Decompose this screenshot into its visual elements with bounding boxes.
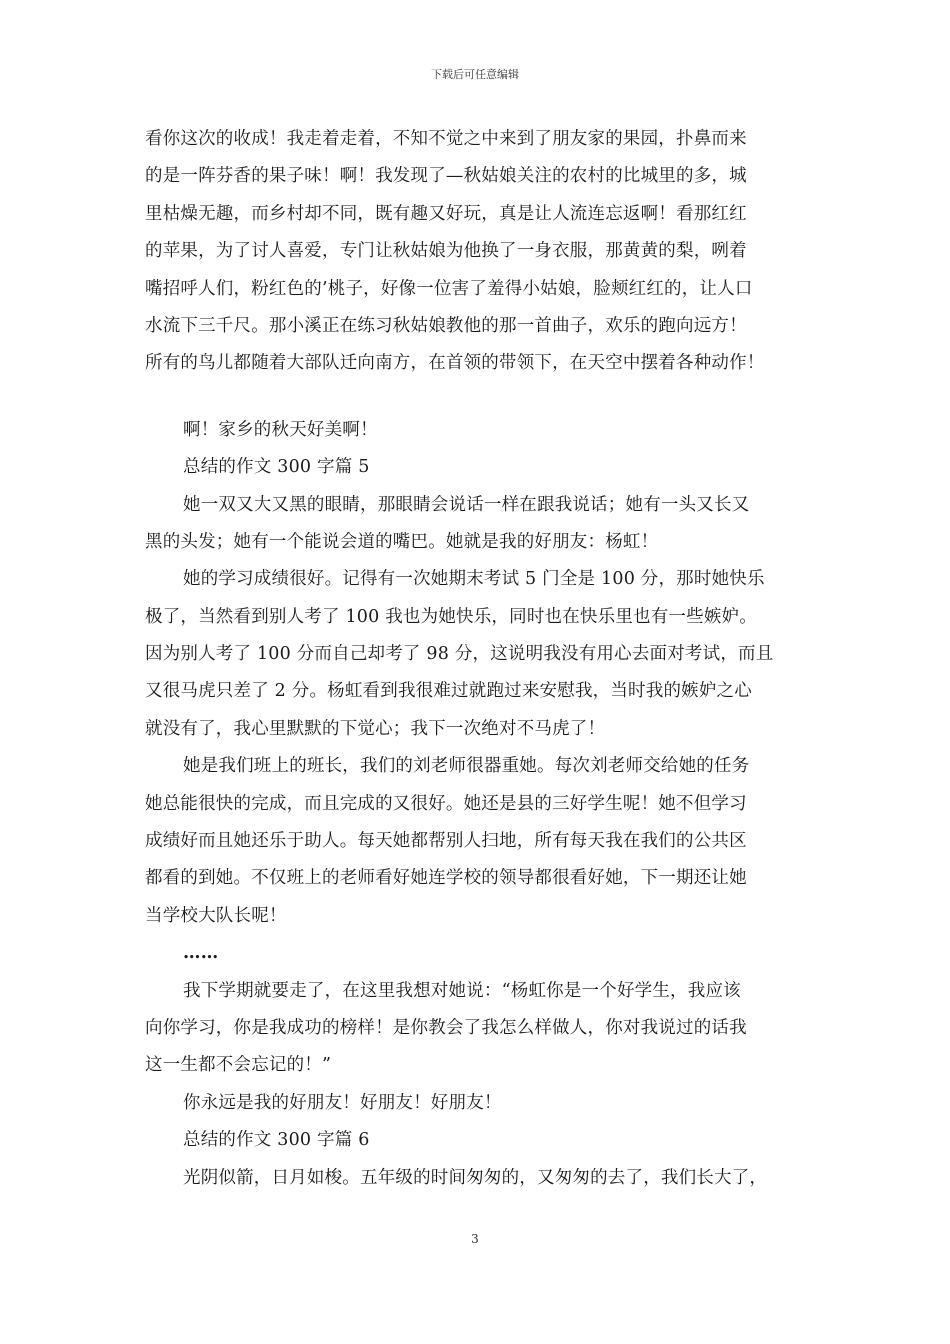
page-header: 下载后可任意编辑 [431,68,519,81]
text-line: 就没有了，我心里默默的下觉心；我下一次绝对不马虎了！ [145,718,606,739]
text-line: 水流下三千尺。那小溪正在练习秋姑娘教他的那一首曲子，欢乐的跑向远方！ [145,315,747,336]
text-line: 啊！家乡的秋天好美啊！ [183,419,378,440]
ellipsis-line: …… [183,943,219,964]
text-line: 她一双又大又黑的眼睛，那眼睛会说话一样在跟我说话；她有一头又长又 [183,494,750,515]
text-line: 光阴似箭，日月如梭。五年级的时间匆匆的，又匆匆的去了，我们长大了， [183,1167,768,1188]
document-body [145,121,825,1197]
paragraph-gap [145,383,825,412]
text-line: 当学校大队长呢！ [145,905,287,926]
text-line: 向你学习，你是我成功的榜样！是你教会了我怎么样做人，你对我说过的话我 [145,1017,747,1038]
text-line: 她总能很快的完成，而且完成的又很好。她还是县的三好学生呢！她不但学习 [145,793,747,814]
section-heading: 总结的作文 300 字篇 5 [183,457,370,478]
text-line: 所有的鸟儿都随着大部队迁向南方，在首领的带领下，在天空中摆着各种动作！ [145,353,765,374]
text-line: 黑的头发；她有一个能说会道的嘴巴。她就是我的好朋友：杨虹！ [145,531,659,552]
text-line: 的是一阵芬香的果子味！啊！我发现了—秋姑娘关注的农村的比城里的多，城 [145,166,747,187]
text-line: 的苹果，为了讨人喜爱，专门让秋姑娘为他换了一身衣服，那黄黄的梨，咧着 [145,241,747,262]
text-line: 她是我们班上的班长，我们的刘老师很器重她。每次刘老师交给她的任务 [183,756,750,777]
text-line: 我下学期就要走了，在这里我想对她说：“杨虹你是一个好学生，我应该 [183,980,741,1001]
text-line: 看你这次的收成！我走着走着，不知不觉之中来到了朋友家的果园，扑鼻而来 [145,129,747,149]
section-heading: 总结的作文 300 字篇 6 [183,1130,370,1151]
text-line: 都看的到她。不仅班上的老师看好她连学校的领导都很看好她，下一期还让她 [145,868,747,889]
text-line: 成绩好而且她还乐于助人。每天她都帮别人扫地，所有每天我在我们的公共区 [145,831,747,852]
text-line: 她的学习成绩很好。记得有一次她期末考试 5 门全是 100 分，那时她快乐 [183,569,765,590]
text-line: 又很马虎只差了 2 分。杨虹看到我很难过就跑过来安慰我，当时我的嫉妒之心 [145,681,752,702]
page-number: 3 [471,1232,479,1246]
text-line: 极了，当然看到别人考了 100 我也为她快乐，同时也在快乐里也有一些嫉妒。 [145,606,757,627]
text-line: 你永远是我的好朋友！好朋友！好朋友！ [183,1092,502,1113]
text-line: 这一生都不会忘记的！” [145,1055,332,1076]
text-line: 里枯燥无趣，而乡村却不同，既有趣又好玩，真是让人流连忘返啊！看那红红 [145,203,747,224]
text-line: 因为别人考了 100 分而自己却考了 98 分，这说明我没有用心去面对考试，而且 [145,644,774,665]
text-line: 嘴招呼人们，粉红色的’桃子，好像一位害了羞得小姑娘，脸颊红红的，让人口 [145,278,753,299]
